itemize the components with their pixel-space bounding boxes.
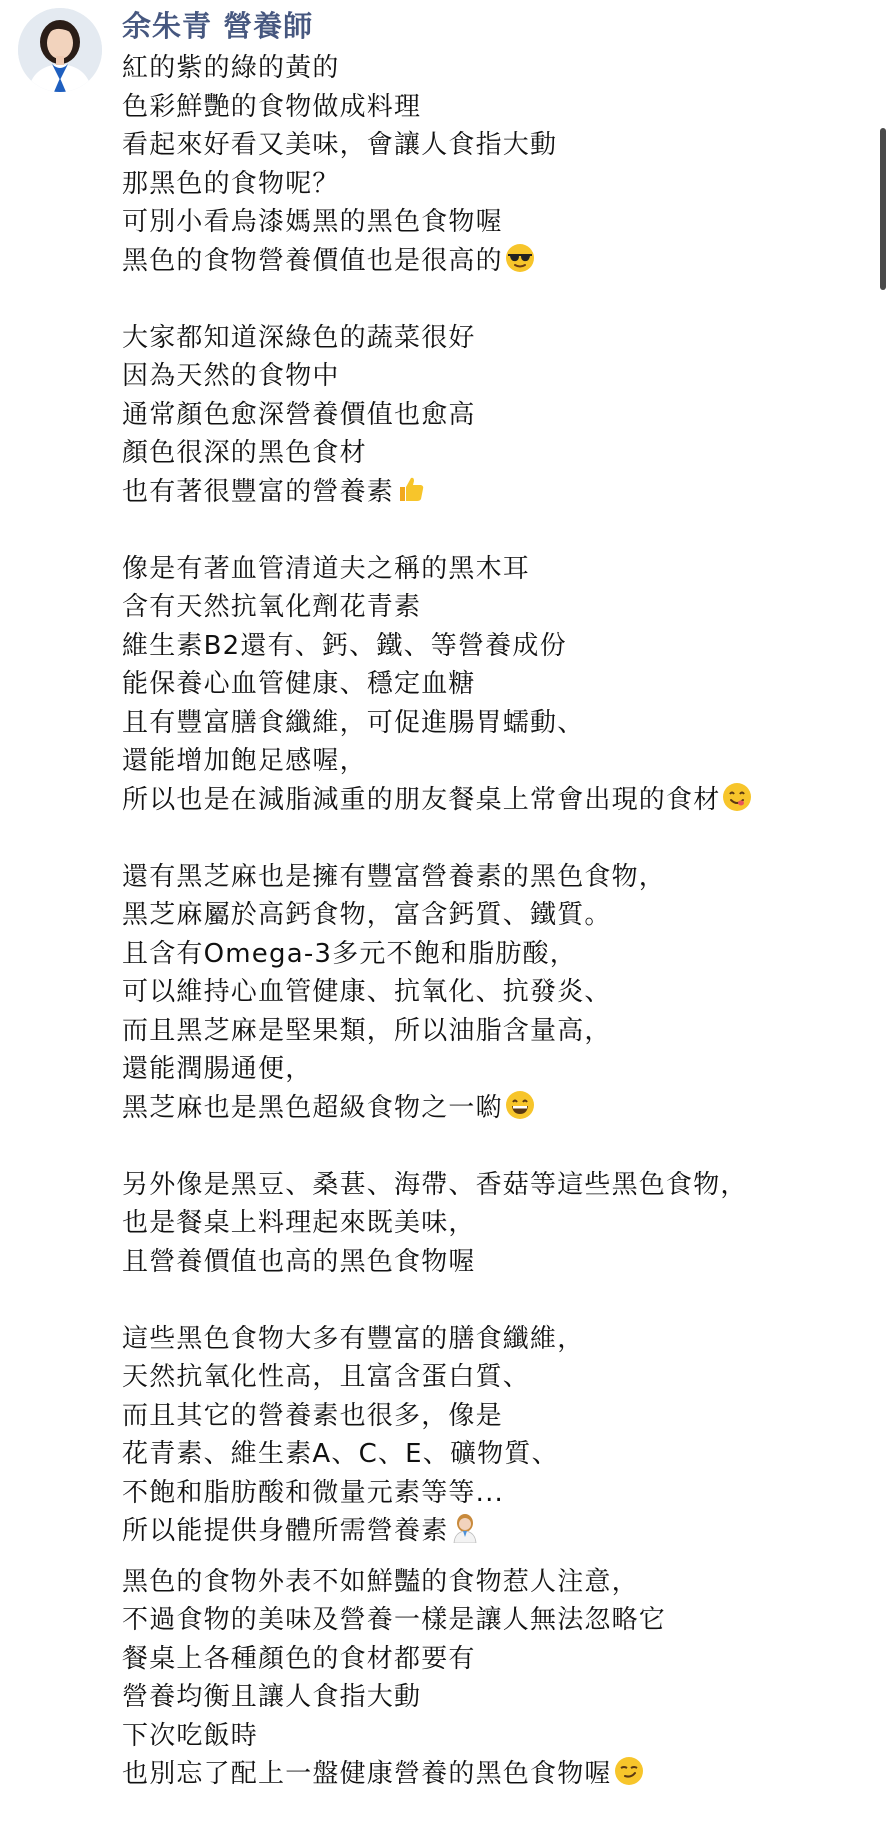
thumbs-up-emoji-icon <box>396 474 426 504</box>
post-line <box>122 126 862 165</box>
paragraph-spacer <box>122 280 862 319</box>
post-line-text: 不過食物的美味及營養一樣是讓人無法忽略它 <box>122 1605 667 1635</box>
post-line-text: 色彩鮮艷的食物做成料理 <box>122 91 422 122</box>
post-line <box>122 165 862 204</box>
post-line <box>122 1717 862 1756</box>
post-line-text: 維生素B2還有、鈣、鐵、等營養成份 <box>122 630 567 661</box>
post-line <box>122 319 862 358</box>
post-line-text: 而且其它的營養素也很多，像是 <box>122 1400 503 1431</box>
post-line <box>122 704 862 743</box>
post-line <box>122 1563 862 1602</box>
post-paragraph <box>122 49 862 280</box>
post-line-text: 可別小看烏漆媽黑的黑色食物喔 <box>122 207 503 237</box>
post-line <box>122 1166 862 1205</box>
health-worker-emoji-icon <box>450 1513 480 1543</box>
post-line <box>122 1601 862 1640</box>
post-line-text: 黑色的食物營養價值也是很高的 <box>122 245 503 276</box>
post-body <box>122 49 862 1794</box>
post-line-text: 另外像是黑豆、桑葚、海帶、香菇等這些黑色食物， <box>122 1169 748 1200</box>
post-line <box>122 242 862 281</box>
post-paragraph <box>122 319 862 512</box>
post-line <box>122 588 862 627</box>
post-paragraph <box>122 1320 862 1551</box>
paragraph-spacer <box>122 819 862 858</box>
post-line <box>122 935 862 974</box>
post-line <box>122 742 862 781</box>
post-line-text: 也有著很豐富的營養素 <box>122 476 395 507</box>
post-line-text: 黑芝麻也是黑色超級食物之一喲 <box>122 1092 503 1123</box>
paragraph-spacer <box>122 511 862 550</box>
post-line-text: 那黑色的食物呢？ <box>122 168 340 199</box>
post-line <box>122 1204 862 1243</box>
post-paragraph <box>122 858 862 1128</box>
post-line <box>122 1678 862 1717</box>
post-line <box>122 1755 862 1794</box>
post-line <box>122 1474 862 1513</box>
post-line <box>122 1089 862 1128</box>
post-paragraph <box>122 550 862 820</box>
post-line-text: 營養均衡且讓人食指大動 <box>122 1682 422 1712</box>
post-line-text: 花青素、維生素A、C、E、礦物質、 <box>122 1439 559 1469</box>
post-line <box>122 396 862 435</box>
post-line-text: 黑色的食物外表不如鮮豔的食物惹人注意， <box>122 1566 639 1597</box>
post-line-text: 黑芝麻屬於高鈣食物，富含鈣質、鐵質。 <box>122 900 612 930</box>
scrollbar[interactable] <box>880 128 886 290</box>
post-line-text: 且有豐富膳食纖維，可促進腸胃蠕動、 <box>122 707 585 738</box>
post-line-text: 看起來好看又美味，會讓人食指大動 <box>122 130 558 160</box>
post-line <box>122 1358 862 1397</box>
post-line-text: 所以能提供身體所需營養素 <box>122 1516 449 1546</box>
post-line <box>122 896 862 935</box>
post-line-text: 因為天然的食物中 <box>122 361 340 391</box>
post-line-text: 大家都知道深綠色的蔬菜很好 <box>122 322 476 353</box>
post-line <box>122 1243 862 1282</box>
post-line-text: 含有天然抗氧化劑花青素 <box>122 592 422 622</box>
sunglasses-emoji-icon <box>505 243 535 273</box>
post-line <box>122 858 862 897</box>
post-line-text: 而且黑芝麻是堅果類，所以油脂含量高， <box>122 1015 612 1046</box>
post-line <box>122 1012 862 1051</box>
post-line <box>122 1640 862 1679</box>
post-line <box>122 1435 862 1474</box>
post-line-text: 所以也是在減脂減重的朋友餐桌上常會出現的食材 <box>122 784 721 815</box>
post-line-text: 可以維持心血管健康、抗氧化、抗發炎、 <box>122 977 612 1007</box>
post-line <box>122 781 862 820</box>
post-line <box>122 357 862 396</box>
post-line <box>122 203 862 242</box>
post-line-text: 餐桌上各種顏色的食材都要有 <box>122 1643 476 1674</box>
post-line-text: 天然抗氧化性高，且富含蛋白質、 <box>122 1362 531 1392</box>
post-line <box>122 434 862 473</box>
post-paragraph <box>122 1563 862 1794</box>
post-line <box>122 550 862 589</box>
paragraph-spacer <box>122 1551 862 1563</box>
smirk-emoji-icon <box>614 1756 644 1786</box>
post-line-text: 還能增加飽足感喔， <box>122 746 367 776</box>
post-line-text: 能保養心血管健康、穩定血糖 <box>122 669 476 699</box>
post-line-text: 還能潤腸通便， <box>122 1054 313 1084</box>
author-avatar[interactable] <box>18 8 102 92</box>
post-line <box>122 473 862 512</box>
post-line <box>122 88 862 127</box>
post-line <box>122 1397 862 1436</box>
post-line <box>122 973 862 1012</box>
post-line <box>122 49 862 88</box>
post-line <box>122 665 862 704</box>
post-line-text: 也別忘了配上一盤健康營養的黑色食物喔 <box>122 1759 612 1789</box>
paragraph-spacer <box>122 1281 862 1320</box>
post-line <box>122 1320 862 1359</box>
post-line-text: 不飽和脂肪酸和微量元素等等... <box>122 1477 504 1508</box>
post-line-text: 通常顏色愈深營養價值也愈高 <box>122 399 476 430</box>
post-line-text: 還有黑芝麻也是擁有豐富營養素的黑色食物， <box>122 861 667 892</box>
post-line <box>122 1512 862 1551</box>
post-line-text: 這些黑色食物大多有豐富的膳食纖維， <box>122 1323 585 1354</box>
yum-face-emoji-icon <box>722 782 752 812</box>
post-line-text: 顏色很深的黑色食材 <box>122 438 367 468</box>
post-line-text: 紅的紫的綠的黃的 <box>122 53 340 83</box>
author-name[interactable]: 余朱青 營養師 <box>122 9 314 43</box>
post-line-text: 且營養價值也高的黑色食物喔 <box>122 1246 476 1277</box>
post-line <box>122 627 862 666</box>
post-line <box>122 1050 862 1089</box>
post-line-text: 像是有著血管清道夫之稱的黑木耳 <box>122 553 531 584</box>
grin-emoji-icon <box>505 1090 535 1120</box>
post-line-text: 且含有Omega-3多元不飽和脂肪酸， <box>122 938 577 969</box>
post-line-text: 下次吃飯時 <box>122 1720 259 1751</box>
post-paragraph <box>122 1166 862 1282</box>
paragraph-spacer <box>122 1127 862 1166</box>
post-line-text: 也是餐桌上料理起來既美味， <box>122 1208 476 1238</box>
